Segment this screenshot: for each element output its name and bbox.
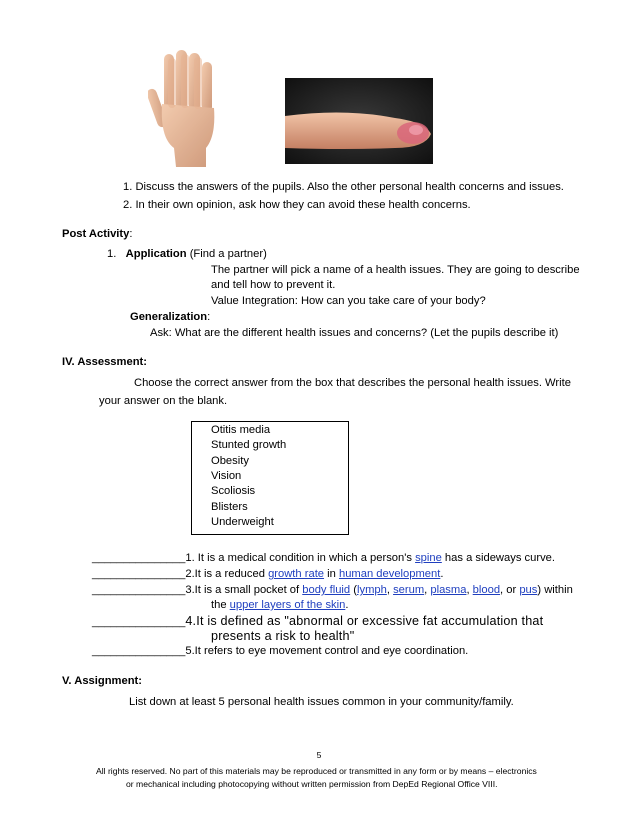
link-blood[interactable]: blood (472, 584, 501, 596)
application-line-1: The partner will pick a name of a health issues. They are going to describe (211, 264, 580, 276)
generalization-ask: Ask: What are the different health issues and concerns? (Let the pupils describe it) (150, 327, 559, 339)
question-5-text: 5.It refers to eye movement control and eye coordination. (185, 645, 469, 657)
page-number: 5 (316, 750, 322, 760)
generalization-colon: : (207, 311, 211, 323)
question-3-sep-6: ) within (537, 584, 573, 596)
question-3-sep-4: , (466, 584, 473, 596)
assessment-instruction-1: Choose the correct answer from the box that describes the personal health issues. Write (134, 377, 571, 389)
link-human-development[interactable]: human development (338, 568, 441, 580)
application-line-2: and tell how to prevent it. (211, 279, 336, 291)
application-note: (Find a partner) (186, 248, 267, 260)
question-1 (92, 552, 555, 564)
question-1-text: 1. It is a medical condition in which a person's (185, 552, 416, 564)
answer-blank-4[interactable]: _______________ (92, 616, 186, 628)
question-4 (92, 614, 543, 628)
question-3-line-2 (211, 599, 348, 611)
post-activity-heading (62, 228, 132, 240)
choice-stunted-growth: Stunted growth (211, 439, 287, 451)
question-3 (92, 584, 573, 596)
question-3-line-2-post: . (345, 599, 349, 611)
choice-otitis-media: Otitis media (211, 424, 271, 436)
question-3-sep-1: ( (350, 584, 357, 596)
application-label: Application (125, 248, 187, 260)
answer-blank-2[interactable]: _______________ (92, 568, 186, 580)
link-pus[interactable]: pus (519, 584, 538, 596)
assignment-text: List down at least 5 personal health issues common in your community/family. (129, 696, 514, 708)
footer-rights-line-2: or mechanical including photocopying without written permission from DepEd Regional Office VIII. (126, 779, 498, 789)
link-lymph[interactable]: lymph (357, 584, 387, 596)
link-spine[interactable]: spine (415, 552, 442, 564)
answer-blank-5[interactable]: _______________ (92, 645, 186, 657)
answer-blank-3[interactable]: _______________ (92, 584, 186, 596)
link-plasma[interactable]: plasma (430, 584, 467, 596)
question-5 (92, 645, 468, 657)
choice-obesity: Obesity (211, 455, 249, 467)
hand-photo (148, 48, 228, 167)
discussion-item-2: 2. In their own opinion, ask how they can avoid these health concerns. (123, 199, 471, 211)
link-growth-rate[interactable]: growth rate (268, 568, 325, 580)
link-body-fluid[interactable]: body fluid (302, 584, 351, 596)
question-2-text-end: . (440, 568, 444, 580)
question-3-text: 3.It is a small pocket of (185, 584, 303, 596)
assessment-instruction-2: your answer on the blank. (99, 395, 228, 407)
post-activity-colon: : (129, 228, 133, 240)
assessment-heading: IV. Assessment: (62, 356, 147, 368)
generalization-label: Generalization (130, 311, 208, 323)
link-upper-layers-of-skin[interactable]: upper layers of the skin (229, 599, 346, 611)
link-serum[interactable]: serum (393, 584, 425, 596)
assignment-heading: V. Assignment: (62, 675, 142, 687)
application-line (107, 248, 267, 260)
question-2 (92, 568, 443, 580)
question-1-text-end: has a sideways curve. (441, 552, 555, 564)
generalization-line (130, 311, 210, 323)
question-2-text-mid: in (324, 568, 339, 580)
choice-vision: Vision (211, 470, 242, 482)
value-integration: Value Integration: How can you take care of your body? (211, 295, 486, 307)
application-number: 1. (107, 248, 117, 260)
answer-blank-1[interactable]: _______________ (92, 552, 186, 564)
discussion-item-1: 1. Discuss the answers of the pupils. Also the other personal health concerns and issues. (123, 181, 564, 193)
footer-rights-line-1: All rights reserved. No part of this materials may be reproduced or transmitted in any form or by means – electronics (96, 766, 537, 776)
question-3-sep-5: , or (500, 584, 520, 596)
choice-scoliosis: Scoliosis (211, 485, 256, 497)
finger-photo (285, 78, 433, 164)
question-4-line-2: presents a risk to health" (211, 629, 355, 643)
question-3-sep-3: , (424, 584, 431, 596)
choice-underweight: Underweight (211, 516, 274, 528)
choice-blisters: Blisters (211, 501, 248, 513)
post-activity-label: Post Activity (62, 228, 130, 240)
question-4-text: 4.It is defined as "abnormal or excessive fat accumulation that (185, 614, 544, 628)
question-3-line-2-pre: the (211, 599, 230, 611)
question-3-sep-2: , (386, 584, 394, 596)
answer-choices-box (191, 421, 349, 535)
question-2-text: 2.It is a reduced (185, 568, 269, 580)
